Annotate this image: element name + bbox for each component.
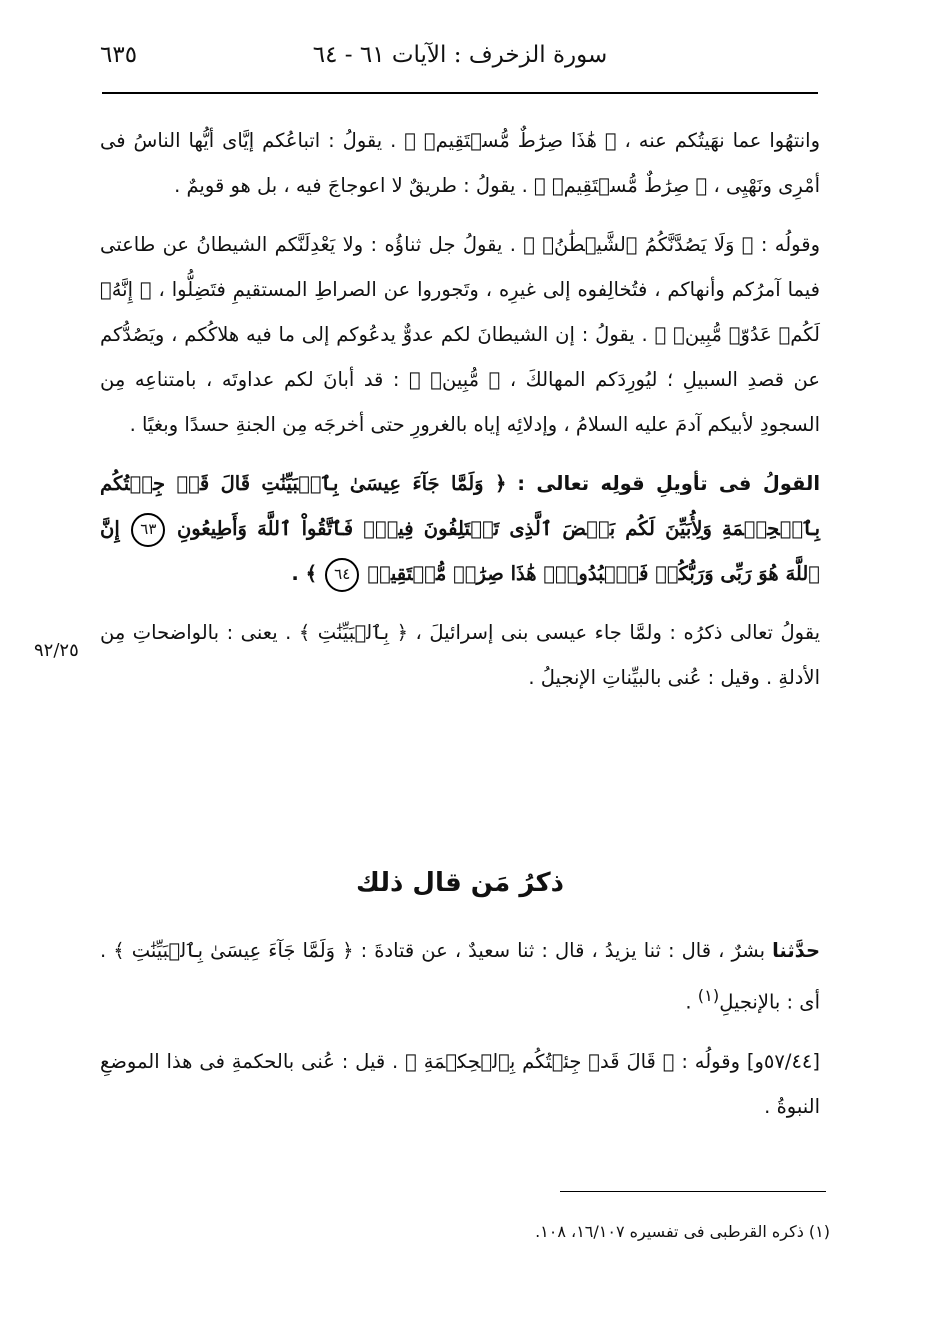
footnote-rule — [560, 1191, 826, 1192]
tafsir-verse-paragraph — [100, 461, 820, 596]
ayah-marker-64: ٦٤ — [325, 558, 359, 592]
hadith-end: . — [685, 990, 698, 1014]
running-title: سورة الزخرف : الآيات ٦١ - ٦٤ — [312, 42, 608, 68]
header-rule — [102, 92, 818, 94]
page-number: ٦٣٥ — [100, 42, 138, 68]
verse-close: ﴾ . — [291, 562, 318, 585]
main-text — [100, 118, 820, 714]
verse-part-1: ﴿ وَلَمَّا جَآءَ عِيسَىٰ بِٱلۡبَيِّنَٰتِ قَالَ قَدۡ جِئۡتُكُم بِٱلۡحِكۡمَةِ وَلِأُبَيِّنَ لَكُم بَعۡضَ ٱلَّذِى تَخۡتَلِفُونَ فِيهِۖ فَٱتَّقُواْ ٱللَّهَ وَأَطِيعُونِ — [100, 472, 821, 540]
section-heading: ذكرُ مَن قال ذلك — [356, 868, 564, 898]
verse-part-2: إِنَّ ٱللَّهَ هُوَ رَبِّى وَرَبُّكُمۡ فَٱعۡبُدُوهُۚ هَٰذَا صِرَٰطٞ مُّسۡتَقِيمٞ — [100, 517, 820, 585]
final-paragraph — [100, 1039, 820, 1129]
margin-reference: ٩٢/٢٥ — [34, 640, 79, 661]
footnote: (١) ذكره القرطبى فى تفسيره ١٦/١٠٧، ١٠٨. — [535, 1222, 830, 1241]
final-text: وقولُه : ﴿ قَالَ قَدۡ جِئۡتُكُم بِٱلۡحِكۡمَةِ ﴾ . قيل : عُنى بالحكمةِ فى هذا الموضعِ النبوةُ . — [100, 1049, 820, 1118]
paragraph-explanation: يقولُ تعالى ذكرُه : ولمَّا جاء عيسى بنى إسرائيلَ ، ﴿ بِٱلۡبَيِّنَٰتِ ﴾ . يعنى : بالواضحاتِ مِن الأدلةِ . وقيل : عُنى بالبيِّناتِ الإنجيلُ . — [100, 621, 820, 689]
running-header — [100, 40, 820, 84]
manuscript-reference: [٥٧/٤٤و] — [746, 1049, 820, 1073]
tafsir-lead: القولُ فى تأويلِ قولِه تعالى : — [517, 472, 821, 495]
footnote-marker: (١) — [697, 986, 720, 1005]
ayah-marker-63: ٦٣ — [131, 513, 165, 547]
hadith-lead: حدَّثنا — [772, 939, 820, 962]
hadith-paragraph — [100, 928, 820, 1025]
hadith-text: بشرٌ ، قال : ثنا يزيدُ ، قال : ثنا سعيدٌ ، عن قتادةَ : ﴿ وَلَمَّا جَآءَ عِيسَىٰ بِٱلۡبَيِّنَٰتِ ﴾ . أى : بالإنجيلِ — [100, 939, 820, 1014]
lower-text — [100, 928, 820, 1143]
paragraph-2: وقولُه : ﴿ وَلَا يَصُدَّنَّكُمُ ٱلشَّيۡطَٰنُۖ ﴾ . يقولُ جل ثناؤُه : ولا يَعْدِلَنَّكم الشيطانُ عن طاعتى فيما آمرُكم وأنهاكم ، فتُخالِفوه إلى غيرِه ، وتَجوروا عن الصراطِ المستقيمِ فتَضِلُّوا ، ﴿ إِنَّهُۥ لَكُمۡ عَدُوّٞ مُّبِينٞ ﴾ . يقولُ : إن الشيطانَ لكم عدوٌّ يدعُوكم إلى ما فيه هلاكُكم ، ويَصُدُّكم عن قصدِ السبيلِ ؛ ليُورِدَكم المهالكَ ، ﴿ مُّبِينٞ ﴾ : قد أبانَ لكم عداوتَه ، بامتناعِه مِن السجودِ لأبيكم آدمَ عليه السلامُ ، وإدلائِه إياه بالغرورِ حتى أخرجَه مِن الجنةِ حسدًا وبغيًا . — [100, 233, 820, 436]
paragraph-1: وانتهُوا عما نهَيتُكم عنه ، ﴿ هَٰذَا صِرَٰطٌ مُّسۡتَقِيمٞ ﴾ . يقولُ : اتباعُكم إيَّاى أيُّها الناسُ فى أمْرِى ونَهْيِى ، ﴿ صِرَٰطٌ مُّسۡتَقِيمٞ ﴾ . يقولُ : طريقٌ لا اعوجاجَ فيه ، بل هو قويمٌ . — [100, 129, 820, 197]
